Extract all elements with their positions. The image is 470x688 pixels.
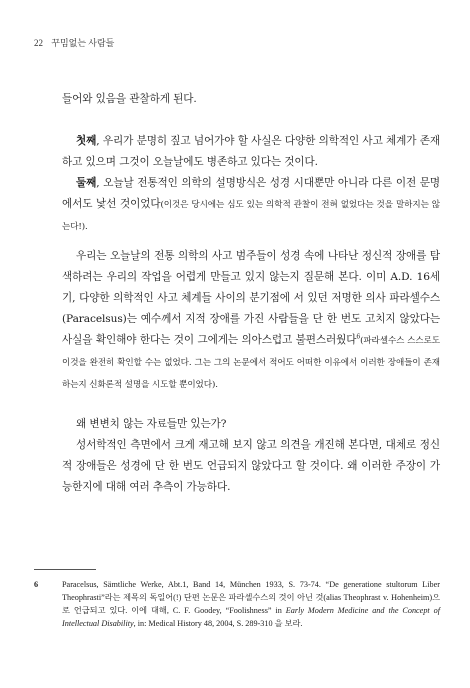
paragraph-continuation bbox=[62, 89, 440, 110]
paragraph-text: 왜 변변치 않는 자료들만 있는가? bbox=[76, 418, 227, 430]
paragraph-first-point bbox=[62, 131, 440, 173]
parenthetical-note: (이것은 당시에는 심도 있는 의학적 관찰이 전혀 없었다는 것을 말하지는 않는다!). bbox=[62, 200, 440, 232]
paragraph-text: 들어와 있음을 관찰하게 된다. bbox=[62, 93, 197, 105]
paragraph-text: , 우리가 분명히 짚고 넘어가야 할 사실은 다양한 의학적인 사고 체계가 존재하고 있으며 그것이 오늘날에도 병존하고 있다는 것이다. bbox=[62, 135, 440, 168]
paragraph-second-point bbox=[62, 173, 440, 238]
paragraph-conclusion bbox=[62, 435, 440, 498]
running-header bbox=[34, 36, 114, 49]
footnote-reference: 6 bbox=[356, 333, 361, 341]
footnote bbox=[34, 578, 440, 630]
paragraph-text: 우리는 오늘날의 전통 의학의 사고 범주들이 성경 속에 나타난 정신적 장애를 탐색하려는 우리의 작업을 어렵게 만들고 있지 않는지 질문해 본다. 이미 A.D. 16세기, 다양한 의학적인 사고 체계들 사이의 분기점에 서 있던 저명한 의사 파라셀수스(Paracelsus)는 예수께서 지적 장애를 가진 사람들을 단 한 번도 고치지 않았다는 사실을 확인해야 한다는 것이 그에게는 의아스럽고 불편스러웠다 bbox=[62, 250, 440, 346]
paragraph-text: , 오늘날 전통적인 의학의 설명방식은 성경 시대뿐만 아니라 다른 이전 문명에서도 낯선 것이었다 bbox=[62, 177, 440, 210]
paragraph-question bbox=[62, 414, 440, 435]
footnote-text-part: , in: Medical History 48, 2004, S. 289-310 을 보라. bbox=[133, 619, 303, 628]
emphasis-second: 둘째 bbox=[76, 177, 97, 189]
paragraph-text: 성서학적인 측면에서 크게 재고해 보지 않고 의견을 개진해 본다면, 대체로 정신적 장애들은 성경에 단 한 번도 언급되지 않았다고 할 것이다. 왜 이러한 주장이 가능한지에 대해 여러 추측이 가능하다. bbox=[62, 439, 440, 493]
parenthetical-note: (파라셀수스 스스로도 이것을 완전히 확인할 수는 없었다. 그는 그의 논문에서 적어도 어떠한 이유에서 이러한 장애들이 존재하는지 신화론적 설명을 시도할 뿐이었다). bbox=[62, 336, 440, 390]
footnote-number: 6 bbox=[34, 580, 39, 589]
footnote-cited-title: Early Modern Medicine and the Concept of Intellectual Disability bbox=[62, 606, 441, 628]
page-number: 22 bbox=[34, 38, 43, 48]
footnote-divider bbox=[34, 569, 96, 570]
footnote-text bbox=[62, 578, 440, 630]
paragraph-main bbox=[62, 246, 440, 396]
emphasis-first: 첫째 bbox=[76, 135, 97, 147]
running-title: 꾸밈없는 사람들 bbox=[51, 38, 115, 48]
footnote-text-part: Paracelsus, Sämtliche Werke, Abt.1, Band 14, München 1933, S. 73-74. “De generatione stultorum Liber Theophrasti”라는 제목의 독일어(!) 단편 논문은 파라셀수스의 것이 아닌 것(alias Theophrast v. Hohenheim)으로 언급되고 있다. 이에 대해, C. F. Goodey, “Foolishness” in bbox=[62, 580, 440, 615]
